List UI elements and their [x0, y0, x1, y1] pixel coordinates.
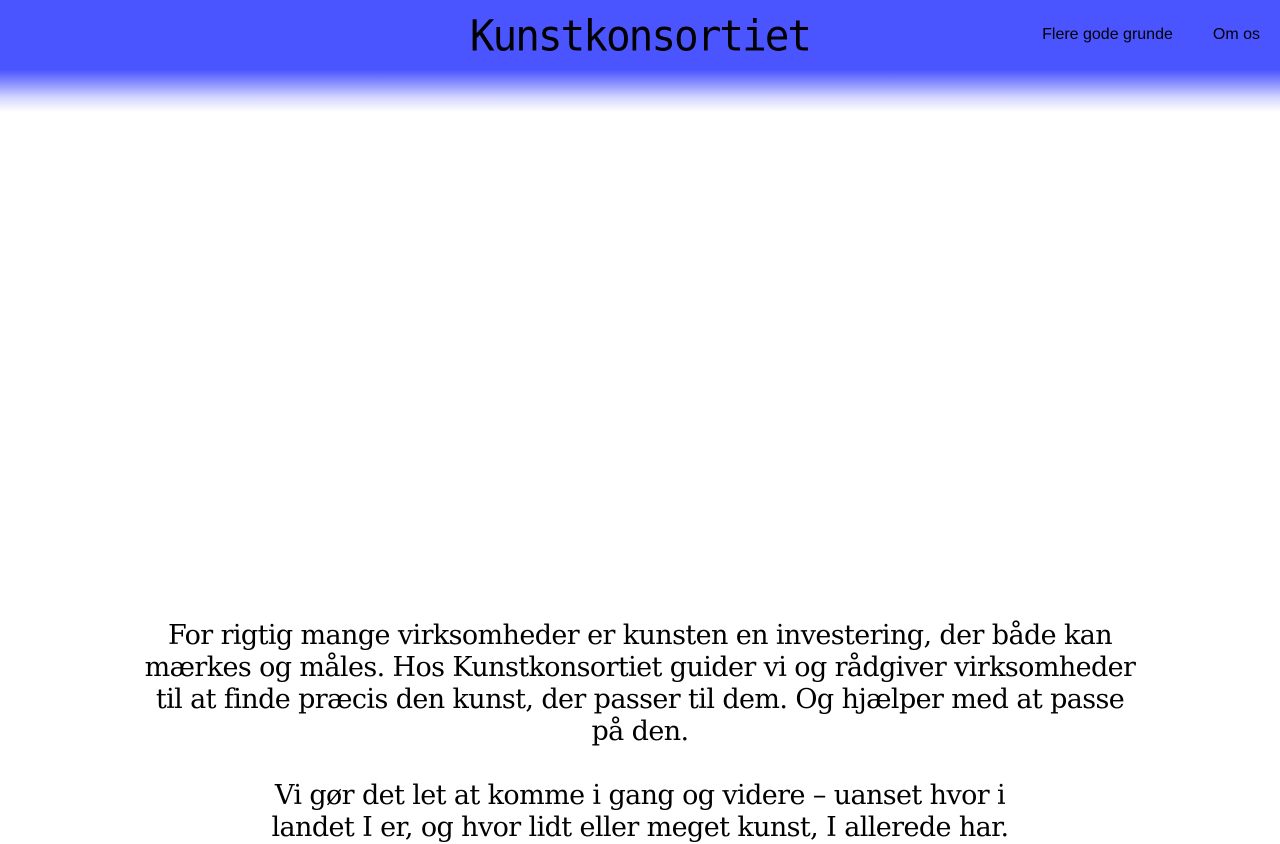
intro-paragraph-1: For rigtig mange virksomheder er kunsten en investering, der både kan mærkes og måles. Hos Kunstkonsortiet guider vi og rådgiver virksomheder til at finde præcis den kunst, der passer til dem. Og hjælper med at passe på den. [144, 620, 1136, 747]
main-nav [1042, 24, 1260, 46]
site-logo[interactable]: Kunstkonsortiet [469, 10, 811, 62]
nav-item-flere-gode-grunde[interactable]: Flere gode grunde [1042, 26, 1173, 43]
intro-text [140, 620, 1140, 844]
site-header [0, 0, 1280, 112]
intro-paragraph-2: Vi gør det let at komme i gang og videre – uanset hvor i landet I er, og hvor lidt eller meget kunst, I allerede har. [271, 780, 1009, 843]
nav-item-om-os[interactable]: Om os [1212, 26, 1260, 43]
